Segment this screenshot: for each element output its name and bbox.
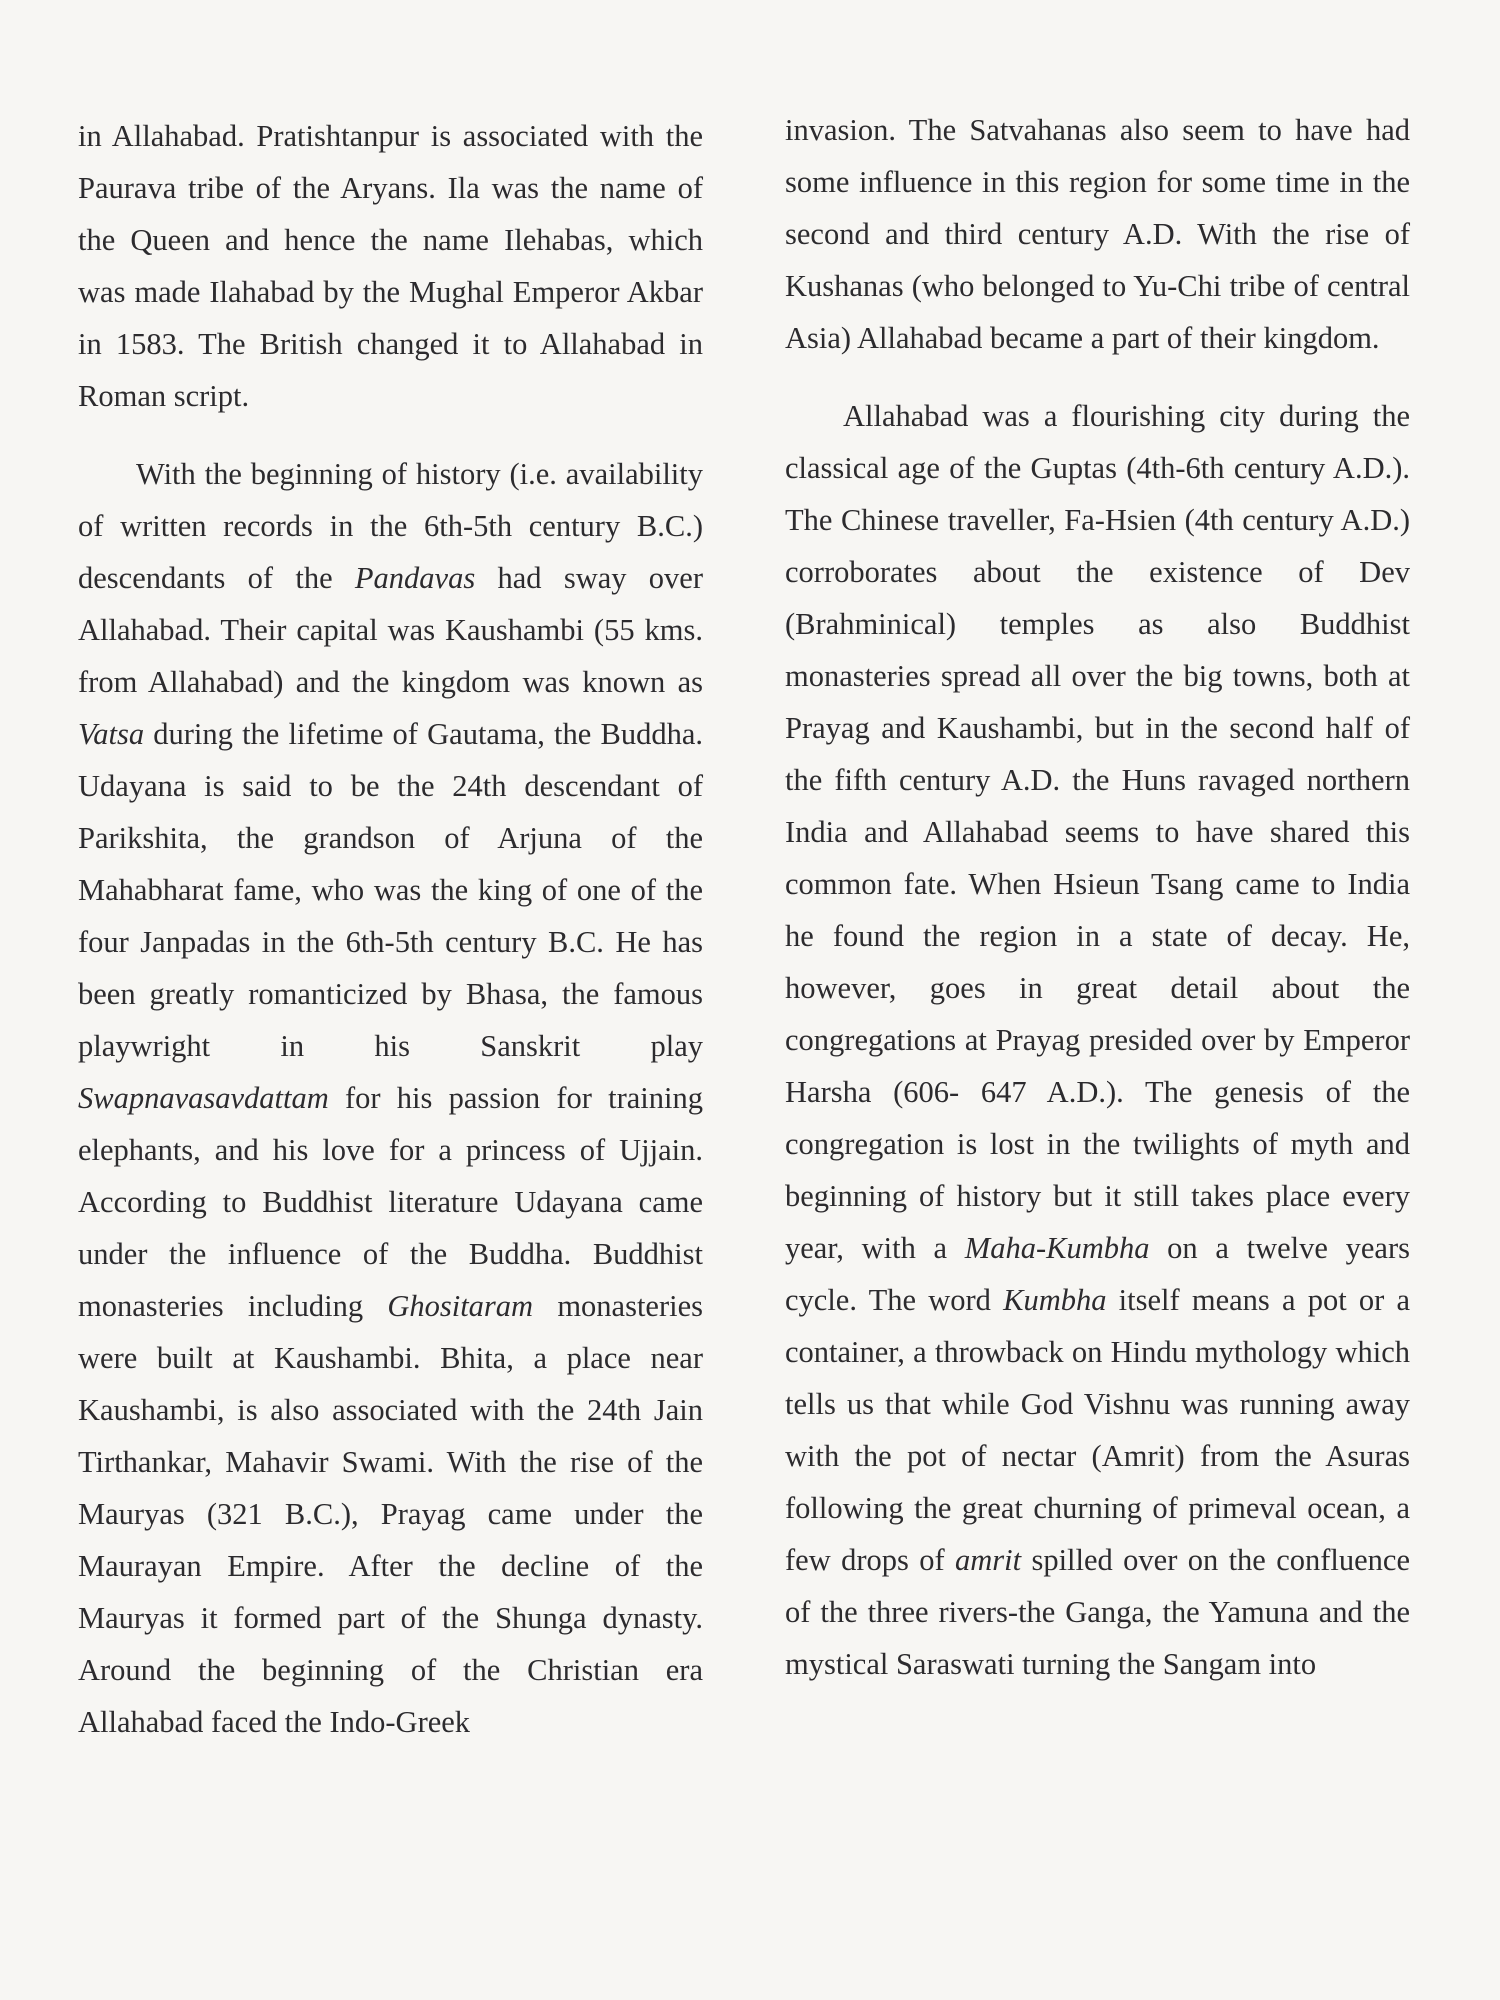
italic-term-amrit: amrit — [955, 1543, 1022, 1577]
text-run: monasteries were built at Kaushambi. Bhita, a place near Kaushambi, is also associated with the 24th Jain Tirthankar, Mahavir Swami. With the rise of the Mauryas (321 B.C.), Prayag came under the Maurayan Empire. After the decline of the Mauryas it formed part of the Shunga dynasty. Around the beginning of the Christian era Allahabad faced the Indo-Greek — [78, 1289, 703, 1739]
italic-term-pandavas: Pandavas — [354, 561, 476, 595]
text-run: spilled over on the confluence of the three rivers-the Ganga, the Yamuna and the mystical Saraswati turning the Sangam into — [785, 1543, 1410, 1681]
italic-term-kumbha: Kumbha — [1003, 1283, 1107, 1317]
left-column — [78, 110, 703, 1748]
text-run: on a twelve years cycle. The word — [785, 1231, 1410, 1317]
italic-term-ghositaram: Ghositaram — [387, 1289, 534, 1323]
left-paragraph-1: in Allahabad. Pratishtanpur is associated with the Paurava tribe of the Aryans. Ila was the name of the Queen and hence the name Ilehabas, which was made Ilahabad by the Mughal Emperor Akbar in 1583. The British changed it to Allahabad in Roman script. — [78, 119, 703, 413]
left-paragraph-2 — [78, 448, 703, 1748]
italic-term-vatsa: Vatsa — [78, 717, 145, 751]
text-run: for his passion for training elephants, and his love for a princess of Ujjain. According to Buddhist literature Udayana came under the influence of the Buddha. Buddhist monasteries including — [78, 1081, 703, 1323]
text-run: Allahabad was a flourishing city during the classical age of the Guptas (4th-6th century A.D.). The Chinese traveller, Fa-Hsien (4th century A.D.) corroborates about the existence of Dev (Brahminical) temples as also Buddhist monasteries spread all over the big towns, both at Prayag and Kaushambi, but in the second half of the fifth century A.D. the Huns ravaged northern India and Allahabad seems to have shared this common fate. When Hsieun Tsang came to India he found the region in a state of decay. He, however, goes in great detail about the congregations at Prayag presided over by Emperor Harsha (606- 647 A.D.). The genesis of the congregation is lost in the twilights of myth and beginning of history but it still takes place every year, with a — [785, 399, 1410, 1265]
right-column — [785, 104, 1410, 1690]
italic-term-maha-kumbha: Maha-Kumbha — [964, 1231, 1150, 1265]
text-run: itself means a pot or a container, a throwback on Hindu mythology which tells us that while God Vishnu was running away with the pot of nectar (Amrit) from the Asuras following the great churning of primeval ocean, a few drops of — [785, 1283, 1411, 1577]
text-run: during the lifetime of Gautama, the Buddha. Udayana is said to be the 24th descendant of Parikshita, the grandson of Arjuna of the Mahabharat fame, who was the king of one of the four Janpadas in the 6th-5th century B.C. He has been greatly romanticized by Bhasa, the famous playwright in his Sanskrit play — [78, 717, 703, 1063]
right-paragraph-1: invasion. The Satvahanas also seem to have had some influence in this region for some time in the second and third century A.D. With the rise of Kushanas (who belonged to Yu-Chi tribe of central Asia) Allahabad became a part of their kingdom. — [785, 113, 1410, 355]
right-paragraph-2 — [785, 390, 1410, 1690]
text-run: had sway over Allahabad. Their capital was Kaushambi (55 kms. from Allahabad) and the kingdom was known as — [78, 561, 703, 699]
text-run: With the beginning of history (i.e. availability of written records in the 6th-5th century B.C.) descendants of the — [78, 457, 703, 595]
italic-term-swapnavasavdattam: Swapnavasavdattam — [78, 1081, 329, 1115]
